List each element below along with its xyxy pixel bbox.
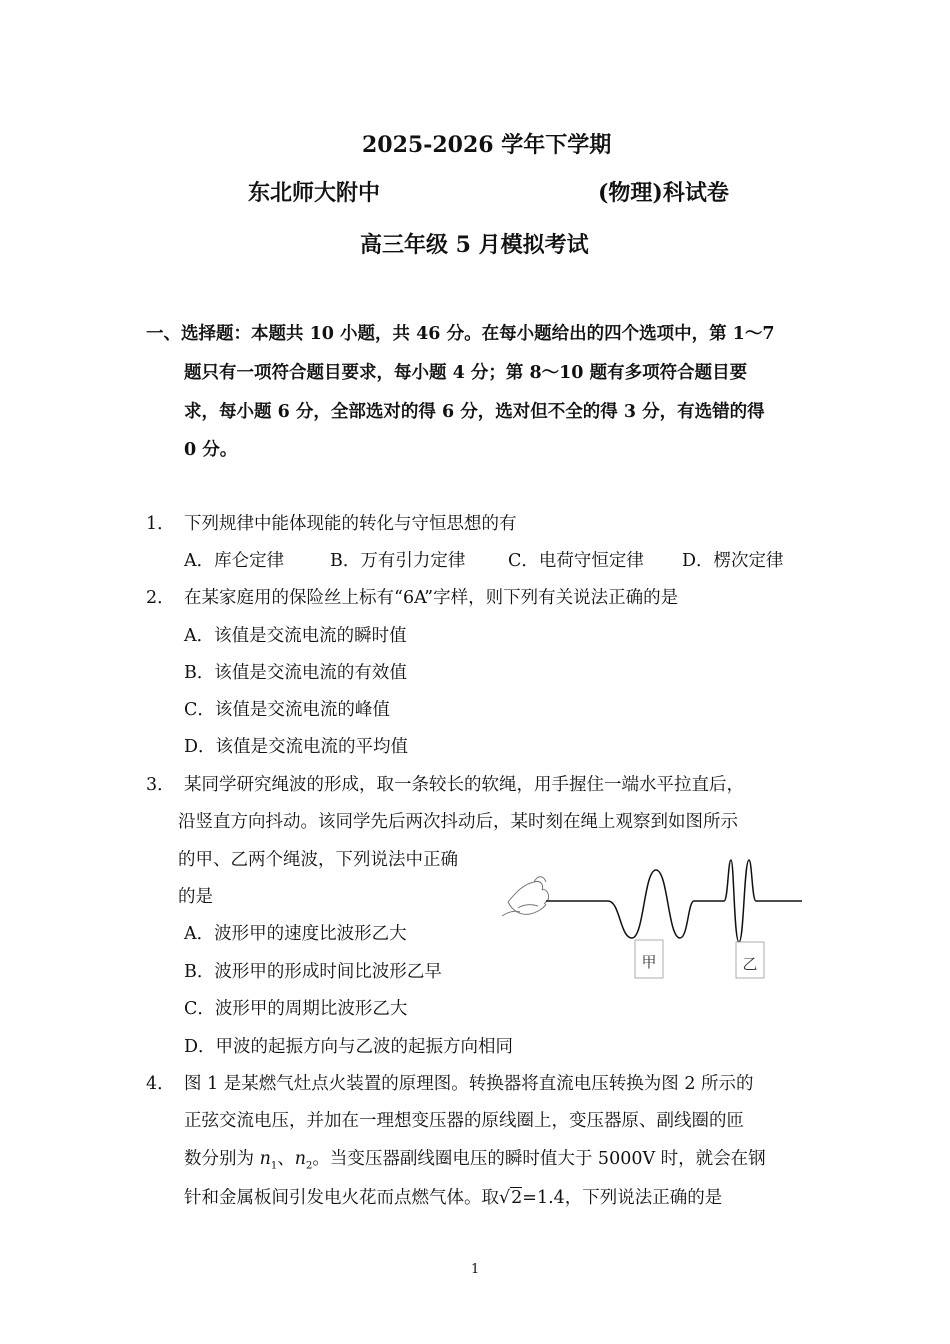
section-instruction-line-2: 题只有一项符合题目要求，每小题 4 分；第 8～10 题有多项符合题目要 <box>184 363 748 383</box>
q1-option-b: B．万有引力定律 <box>330 551 466 571</box>
q1-stem: 下列规律中能体现能的转化与守恒思想的有 <box>184 514 517 534</box>
school-name: 东北师大附中 <box>248 180 381 206</box>
q4-line-3 <box>184 1145 766 1172</box>
q2-option-d: D．该值是交流电流的平均值 <box>184 737 409 757</box>
rope-line <box>546 860 802 942</box>
q3-option-a: A．波形甲的速度比波形乙大 <box>184 924 407 944</box>
q4-separator: 、 <box>277 1149 295 1169</box>
q4-n2-sub: 2 <box>306 1160 313 1172</box>
q4-n1: n <box>259 1149 271 1169</box>
q2-stem: 在某家庭用的保险丝上标有“6A”字样，则下列有关说法正确的是 <box>184 588 679 608</box>
q3-option-c: C．波形甲的周期比波形乙大 <box>184 999 408 1019</box>
q3-stem-line-3: 的甲、乙两个绳波，下列说法中正确 <box>178 850 458 870</box>
subject-title: (物理)科试卷 <box>598 180 729 206</box>
q4-line-1: 图 1 是某燃气灶点火装置的原理图。转换器将直流电压转换为图 2 所示的 <box>184 1074 754 1094</box>
q3-number: 3． <box>146 775 175 795</box>
label-yi: 乙 <box>742 956 758 973</box>
q2-number: 2． <box>146 588 175 608</box>
q1-option-d: D．楞次定律 <box>682 551 784 571</box>
sqrt-argument: 2 <box>511 1188 523 1208</box>
rope-wave-figure <box>498 852 808 984</box>
section-instruction-line-1: 一、选择题：本题共 10 小题，共 46 分。在每小题给出的四个选项中，第 1～7 <box>146 324 775 344</box>
q4-n2: n <box>294 1149 306 1169</box>
section-instruction-line-4: 0 分。 <box>184 440 238 460</box>
q3-stem-line-2: 沿竖直方向抖动。该同学先后两次抖动后，某时刻在绳上观察到如图所示 <box>178 812 738 832</box>
q3-option-d: D．甲波的起振方向与乙波的起振方向相同 <box>184 1037 514 1057</box>
q4-number: 4． <box>146 1074 175 1094</box>
q1-option-a: A．库仑定律 <box>184 551 285 571</box>
q4-n1-sub: 1 <box>270 1160 278 1172</box>
q1-option-c: C．电荷守恒定律 <box>508 551 644 571</box>
q2-option-b: B．该值是交流电流的有效值 <box>184 663 407 683</box>
q2-option-a: A．该值是交流电流的瞬时值 <box>184 626 407 646</box>
q2-option-c: C．该值是交流电流的峰值 <box>184 700 390 720</box>
q4-line-3-start: 数分别为 <box>184 1149 260 1169</box>
q4-line-3-end: 。当变压器副线圈电压的瞬时值大于 5000V 时，就会在钢 <box>312 1149 766 1169</box>
q4-line-4 <box>184 1184 722 1209</box>
q3-stem-line-4: 的是 <box>178 887 213 907</box>
page-number: 1 <box>471 1262 480 1277</box>
q1-number: 1． <box>146 514 175 534</box>
q4-line-4-end: =1.4，下列说法正确的是 <box>522 1188 723 1208</box>
q3-stem-line-1: 某同学研究绳波的形成，取一条较长的软绳，用手握住一端水平拉直后， <box>184 775 744 795</box>
hand-icon <box>502 877 549 916</box>
sqrt-symbol: √2 <box>499 1188 523 1208</box>
label-jia: 甲 <box>641 954 657 971</box>
q3-option-b: B．波形甲的形成时间比波形乙早 <box>184 962 442 982</box>
q4-line-2: 正弦交流电压，并加在一理想变压器的原线圈上，变压器原、副线圈的匝 <box>184 1111 744 1131</box>
q4-line-4-start: 针和金属板间引发电火花而点燃气体。取 <box>184 1188 499 1208</box>
section-instruction-line-3: 求，每小题 6 分，全部选对的得 6 分，选对但不全的得 3 分，有选错的得 <box>184 402 765 422</box>
exam-year-title: 2025-2026 学年下学期 <box>362 132 612 158</box>
exam-name-title: 高三年级 5 月模拟考试 <box>360 232 589 258</box>
